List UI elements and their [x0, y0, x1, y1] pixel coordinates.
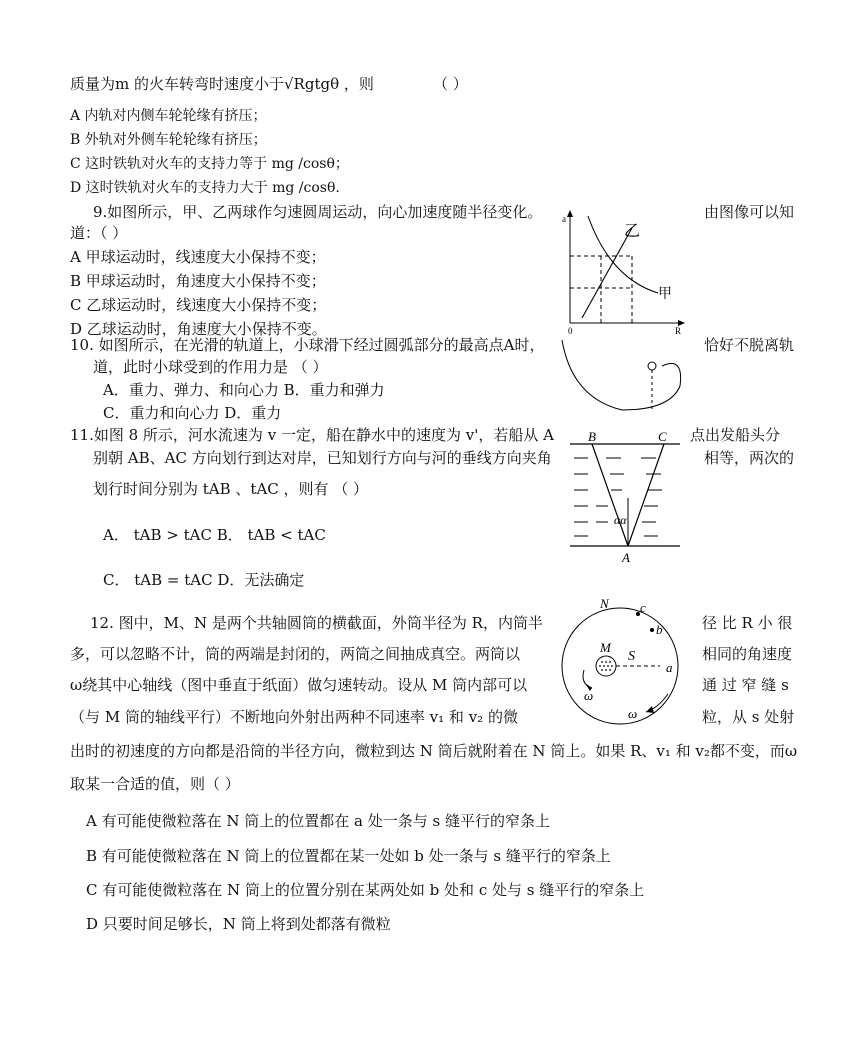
q12-option-a: A 有可能使微粒落在 N 筒上的位置都在 a 处一条与 s 缝平行的窄条上 [86, 812, 550, 830]
q10-track-figure [558, 338, 690, 418]
q12-line2: 多，可以忽略不计，筒的两端是封闭的，两筒之间抽成真空。两筒以 [70, 645, 521, 663]
q11-stem-right: 点出发船头分 [690, 426, 781, 444]
q12-label-s: S [628, 649, 635, 664]
q12-line3-right: 通 过 窄 缝 s [702, 676, 789, 694]
q11-path-ac [628, 444, 664, 546]
q12-option-d: D 只要时间足够长，N 筒上将到处都落有微粒 [86, 915, 391, 933]
q8-option-d: D 这时铁轨对火车的支持力大于 mg /cosθ. [70, 180, 340, 196]
q12-line1: 12. 图中，M、N 是两个共轴圆筒的横截面，外筒半径为 R，内筒半 [90, 614, 543, 632]
q9-label-yi: 乙 [624, 223, 641, 240]
q9-option-c: C 乙球运动时，线速度大小保持不变； [70, 296, 327, 314]
q11-stem: 11.如图 8 所示，河水流速为 v 一定，船在静水中的速度为 v'，若船从 A [70, 426, 554, 444]
q12-line5: 出时的初速度的方向都是沿筒的半径方向，微粒到达 N 筒后就附着在 N 筒上。如果 R、v₁ 和 v₂都不变，而ω [70, 742, 798, 760]
q12-inner-cylinder [596, 656, 616, 676]
q9-option-a: A 甲球运动时，线速度大小保持不变； [70, 248, 326, 266]
q11-label-b: B [588, 429, 596, 444]
q12-label-b: b [656, 622, 663, 637]
q9-curve-jia [588, 216, 658, 293]
q9-stem-right: 由图像可以知 [704, 203, 795, 221]
q11-options-row1: A． tAB > tAC B． tAB < tAC [103, 526, 326, 544]
q12-line4-right: 粒，从 s 处射 [702, 708, 795, 726]
q11-stem-cont: 别朝 AB、AC 方向划行到达对岸，已知划行方向与河的垂线方向夹角 [93, 449, 552, 467]
q12-label-m: M [600, 640, 611, 655]
q11-river-figure [566, 428, 686, 566]
q12-option-b: B 有可能使微粒落在 N 筒上的位置都在某一处如 b 处一条与 s 缝平行的窄条上 [86, 847, 611, 865]
q9-origin-label: 0 [568, 326, 573, 336]
q12-line4: （与 M 筒的轴线平行）不断地向外射出两种不同速率 v₁ 和 v₂ 的微 [70, 708, 518, 726]
q10-ball [648, 362, 656, 370]
q9-curve-yi [582, 228, 632, 318]
q12-label-omega-inner: ω [584, 688, 594, 703]
q10-stem-right: 恰好不脱离轨 [704, 336, 795, 354]
q12-label-c: c [640, 600, 646, 615]
q8-answer-bracket: （ ） [433, 75, 468, 93]
q12-option-c: C 有可能使微粒落在 N 筒上的位置分别在某两处如 b 处和 c 处与 s 缝平行的窄条上 [86, 881, 645, 899]
q11-options-row2: C． tAB = tAC D．无法确定 [103, 571, 305, 589]
q10-options-row2: C．重力和向心力 D．重力 [103, 404, 282, 422]
q12-line6: 取某一合适的值，则（ ） [70, 775, 240, 793]
q8-option-c: C 这时铁轨对火车的支持力等于 mg /cosθ； [70, 156, 349, 172]
q12-label-omega-outer: ω [628, 706, 638, 721]
q11-path-ab [592, 444, 628, 546]
q11-stem-times: 划行时间分别为 tAB 、tAC ，则有 （ ） [93, 480, 369, 498]
q9-y-axis-label: a [562, 214, 566, 224]
q10-stem-cont: 道，此时小球受到的作用力是 （ ） [93, 358, 328, 376]
q9-option-d: D 乙球运动时，角速度大小保持不变。 [70, 320, 327, 338]
q9-stem: 9.如图所示，甲、乙两球作匀速圆周运动，向心加速度随半径变化。 [93, 203, 543, 221]
q9-label-jia: 甲 [658, 287, 672, 302]
q12-line2-right: 相同的角速度 [702, 645, 793, 663]
q12-label-a: a [666, 660, 673, 675]
q11-label-a: A [622, 550, 630, 565]
q8-option-b: B 外轨对外侧车轮轮缘有挤压； [70, 132, 267, 148]
q12-label-n: N [600, 596, 609, 611]
q8-option-a: A 内轨对内侧车轮轮缘有挤压； [70, 108, 267, 124]
q9-x-axis-label: R [675, 326, 682, 336]
q9-graph [560, 208, 690, 336]
q11-stem-cont-right: 相等，两次的 [704, 449, 795, 467]
q12-line1-right: 径 比 R 小 很 [702, 614, 793, 632]
q11-label-alpha: αα [614, 513, 627, 527]
q12-line3: ω绕其中心轴线（图中垂直于纸面）做匀速转动。设从 M 筒内部可以 [70, 676, 528, 694]
q9-option-b: B 甲球运动时，角速度大小保持不变； [70, 272, 326, 290]
q9-stem-cont: 道：（ ） [70, 224, 128, 242]
q10-options-row1: A．重力、弹力、和向心力 B．重力和弹力 [103, 381, 385, 399]
q8-stem: 质量为m 的火车转弯时速度小于√Rgtgθ ，则 [70, 75, 374, 93]
q10-stem: 10. 如图所示，在光滑的轨道上，小球滑下经过圆弧部分的最高点A时， [70, 336, 545, 354]
q11-label-c: C [658, 429, 667, 444]
q12-cylinder-figure [548, 596, 696, 728]
